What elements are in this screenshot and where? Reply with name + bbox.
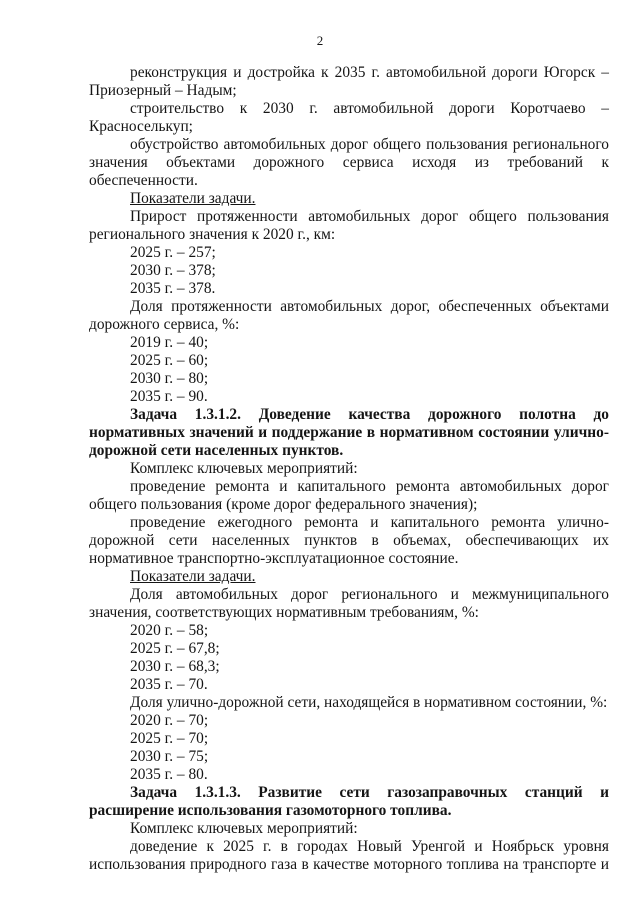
indicator-value-line: 2030 г. – 80; [130, 370, 209, 387]
indicator-value-line: 2025 г. – 67,8; [130, 640, 220, 657]
indicator-value-line: 2030 г. – 68,3; [130, 658, 220, 675]
indicator-value-line: 2020 г. – 70; [130, 712, 209, 729]
indicator-street-network-share: Доля улично-дорожной сети, находящейся в нормативном состоянии, %: [130, 694, 608, 711]
task-heading-1-3-1-3: Задача 1.3.1.3. Развитие сети газозаправочных станций и расширение использования газомоторного топлива. [89, 784, 609, 819]
indicator-value-line: 2035 г. – 70. [130, 676, 208, 693]
paragraph-street-network-repair: проведение ежегодного ремонта и капитального ремонта улично-дорожной сети населенных пунктов в объемах, обеспечивающих их нормативное транспортно-эксплуатационное состояние. [89, 514, 609, 567]
paragraph-roadside-service: обустройство автомобильных дорог общего пользования регионального значения объектами дорожного сервиса исходя из требований к обеспеченности. [89, 136, 609, 189]
indicators-heading: Показатели задачи. [130, 190, 256, 207]
page-number: 2 [316, 33, 324, 48]
task-heading-1-3-1-2: Задача 1.3.1.2. Доведение качества дорожного полотна до нормативных значений и поддержание в нормативном состоянии улично-дорожной сети населенных пунктов. [89, 406, 609, 459]
indicator-value-line: 2019 г. – 40; [130, 334, 209, 351]
paragraph-road-korotchaevo-krasnoselkup: строительство к 2030 г. автомобильной дороги Коротчаево – Красноселькуп; [89, 100, 609, 135]
indicator-value-line: 2030 г. – 378; [130, 262, 216, 279]
indicator-value-line: 2025 г. – 60; [130, 352, 209, 369]
indicator-value-line: 2030 г. – 75; [130, 748, 209, 765]
paragraph-road-repair: проведение ремонта и капитального ремонта автомобильных дорог общего пользования (кроме дорог федерального значения); [89, 478, 609, 513]
indicator-value-line: 2035 г. – 90. [130, 388, 208, 405]
key-measures-label: Комплекс ключевых мероприятий: [130, 820, 358, 837]
indicator-value-line: 2035 г. – 378. [130, 280, 216, 297]
document-body [89, 64, 609, 874]
indicator-value-line: 2025 г. – 70; [130, 730, 209, 747]
key-measures-label: Комплекс ключевых мероприятий: [130, 460, 358, 477]
indicator-normative-roads-share: Доля автомобильных дорог регионального и межмуниципального значения, соответствующих нормативным требованиям, %: [89, 586, 609, 621]
indicators-heading: Показатели задачи. [130, 568, 256, 585]
indicator-road-length-growth: Прирост протяженности автомобильных дорог общего пользования регионального значения к 2020 г., км: [89, 208, 609, 243]
paragraph-natural-gas-fuel: доведение к 2025 г. в городах Новый Уренгой и Ноябрьск уровня использования природного газа в качестве моторного топлива на транспорте и [89, 838, 609, 873]
indicator-value-line: 2035 г. – 80. [130, 766, 208, 783]
indicator-value-line: 2020 г. – 58; [130, 622, 209, 639]
indicator-roadside-service-share: Доля протяженности автомобильных дорог, обеспеченных объектами дорожного сервиса, %: [89, 298, 609, 333]
indicator-value-line: 2025 г. – 257; [130, 244, 216, 261]
paragraph-road-yugorsk-nadym: реконструкция и достройка к 2035 г. автомобильной дороги Югорск – Приозерный – Надым; [89, 64, 609, 99]
